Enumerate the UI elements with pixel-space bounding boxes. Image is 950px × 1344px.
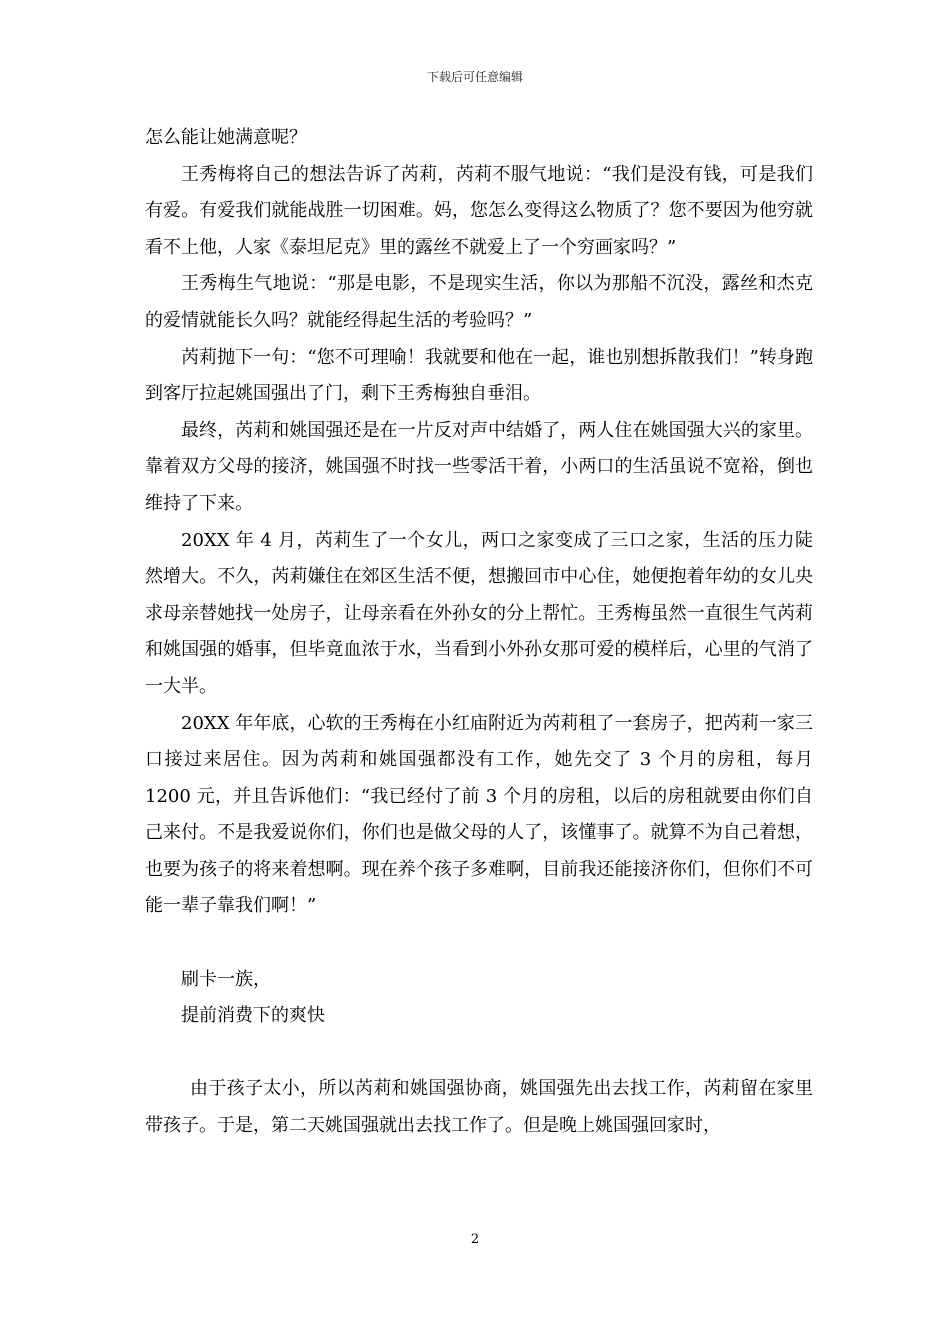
paragraph: 王秀梅将自己的想法告诉了芮莉，芮莉不服气地说：“我们是没有钱，可是我们有爱。有爱我们就能战胜一切困难。妈，您怎么变得这么物质了？您不要因为他穷就看不上他，人家《泰坦尼克》里的露丝不就爱上了一个穷画家吗？” — [145, 163, 813, 258]
blank-line — [145, 1035, 813, 1072]
document-body — [145, 120, 813, 1145]
paragraph: 最终，芮莉和姚国强还是在一片反对声中结婚了，两人住在姚国强大兴的家里。靠着双方父母的接济，姚国强不时找一些零活干着，小两口的生活虽说不宽裕，倒也维持了下来。 — [145, 419, 813, 514]
page-header-note: 下载后可任意编辑 — [426, 70, 523, 84]
section-heading-line-1: 刷卡一族， — [181, 968, 271, 990]
paragraph: 由于孩子太小，所以芮莉和姚国强协商，姚国强先出去找工作，芮莉留在家里带孩子。于是，第二天姚国强就出去找工作了。但是晚上姚国强回家时， — [145, 1078, 813, 1137]
paragraph: 芮莉抛下一句：“您不可理喻！我就要和他在一起，谁也别想拆散我们！”转身跑到客厅拉起姚国强出了门，剩下王秀梅独自垂泪。 — [145, 346, 813, 405]
section-heading-line-2: 提前消费下的爽快 — [181, 1005, 325, 1027]
blank-line — [145, 925, 813, 962]
paragraph: 20XX 年年底，心软的王秀梅在小红庙附近为芮莉租了一套房子，把芮莉一家三口接过来居住。因为芮莉和姚国强都没有工作，她先交了 3 个月的房租，每月 1200 元，并且告诉他们：“我已经付了前 3 个月的房租，以后的房租就要由你们自己来付。不是我爱说你们，你们也是做父母的人了，该懂事了。就算不为自己着想，也要为孩子的将来着想啊。现在养个孩子多难啊，目前我还能接济你们，但你们不可能一辈子靠我们啊！” — [145, 712, 813, 917]
paragraph: 20XX 年 4 月，芮莉生了一个女儿，两口之家变成了三口之家，生活的压力陡然增大。不久，芮莉嫌住在郊区生活不便，想搬回市中心住，她便抱着年幼的女儿央求母亲替她找一处房子，让母亲看在外孙女的分上帮忙。王秀梅虽然一直很生气芮莉和姚国强的婚事，但毕竟血浓于水，当看到小外孙女那可爱的模样后，心里的气消了一大半。 — [145, 529, 813, 697]
page-number: 2 — [470, 1232, 480, 1247]
paragraph: 王秀梅生气地说：“那是电影，不是现实生活，你以为那船不沉没，露丝和杰克的爱情就能长久吗？就能经得起生活的考验吗？” — [145, 273, 813, 331]
paragraph-continuation: 怎么能让她满意呢？ — [145, 127, 307, 148]
